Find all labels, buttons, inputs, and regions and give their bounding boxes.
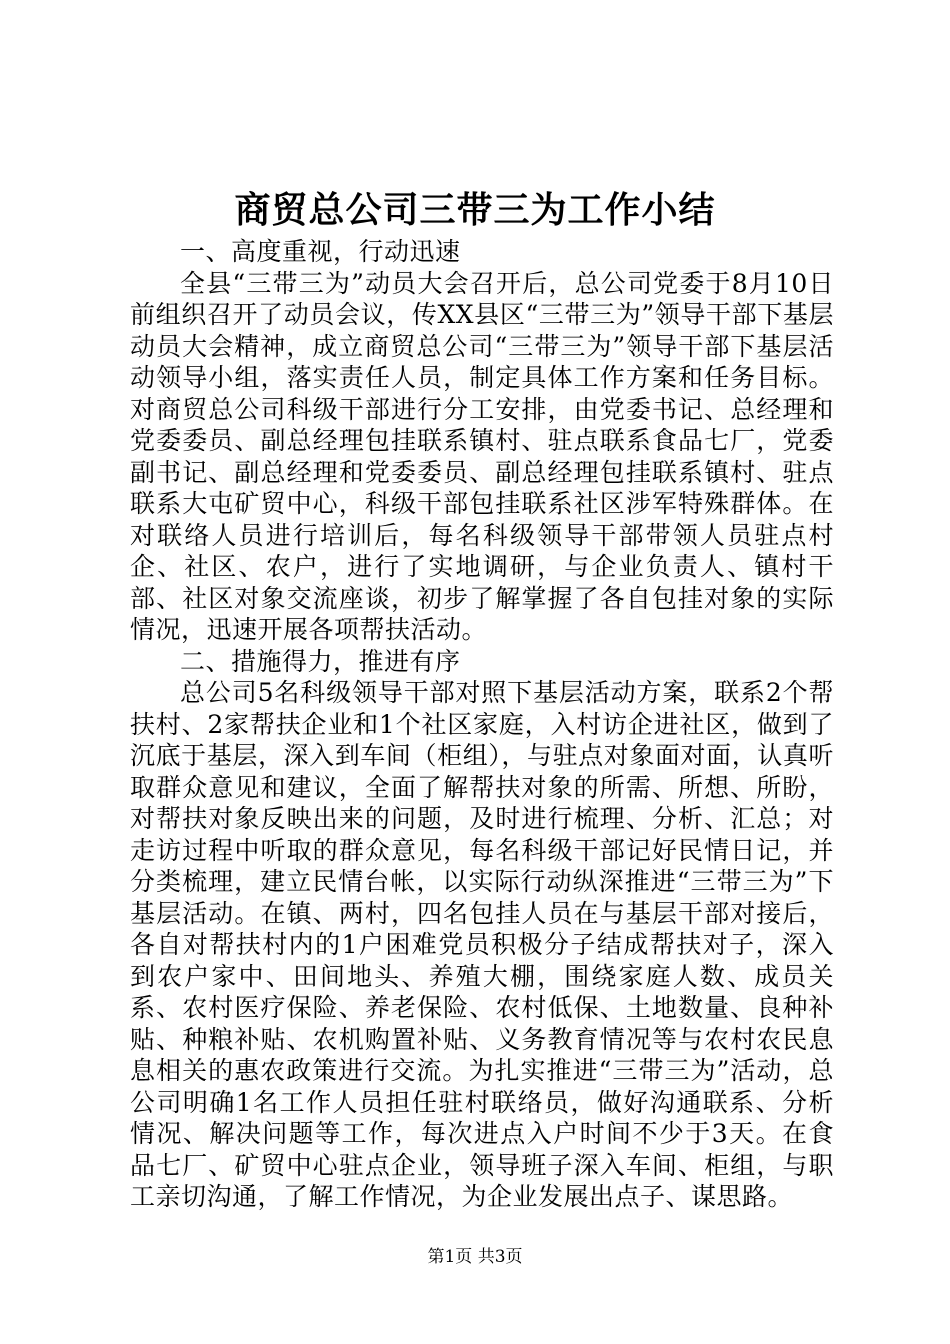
page-number-footer: 第1页 共3页: [427, 1247, 523, 1267]
document-title: 商贸总公司三带三为工作小结: [234, 189, 716, 231]
section-heading-2: 二、措施得力，推进有序: [180, 646, 461, 676]
document-body: [130, 236, 834, 1213]
section-paragraph-1: 全县“三带三为”动员大会召开后，总公司党委于8月10日前组织召开了动员会议，传XX县区“三带三为”领导干部下基层动员大会精神，成立商贸总公司“三带三为”领导干部下基层活动领导小组，落实责任人员，制定具体工作方案和任务目标。对商贸总公司科级干部进行分工安排，由党委书记、总经理和党委委员、副总经理包挂联系镇村、驻点联系食品七厂，党委副书记、副总经理和党委委员、副总经理包挂联系镇村、驻点联系大屯矿贸中心，科级干部包挂联系社区涉军特殊群体。在对联络人员进行培训后，每名科级领导干部带领人员驻点村企、社区、农户，进行了实地调研，与企业负责人、镇村干部、社区对象交流座谈，初步了解掌握了各自包挂对象的实际情况，迅速开展各项帮扶活动。: [130, 268, 834, 644]
section-heading-1: 一、高度重视，行动迅速: [180, 237, 461, 266]
section-paragraph-2: 总公司5名科级领导干部对照下基层活动方案，联系2个帮扶村、2家帮扶企业和1个社区家庭，入村访企进社区，做到了沉底于基层，深入到车间（柜组），与驻点对象面对面，认真听取群众意见和建议，全面了解帮扶对象的所需、所想、所盼，对帮扶对象反映出来的问题，及时进行梳理、分析、汇总；对走访过程中听取的群众意见，每名科级干部记好民情日记，并分类梳理，建立民情台帐，以实际行动纵深推进“三带三为”下基层活动。在镇、两村，四名包挂人员在与基层干部对接后，各自对帮扶村内的1户困难党员积极分子结成帮扶对子，深入到农户家中、田间地头、养殖大棚，围绕家庭人数、成员关系、农村医疗保险、养老保险、农村低保、土地数量、良种补贴、种粮补贴、农机购置补贴、义务教育情况等与农村农民息息相关的惠农政策进行交流。为扎实推进“三带三为”活动，总公司明确1名工作人员担任驻村联络员，做好沟通联系、分析情况、解决问题等工作，每次进点入户时间不少于3天。在食品七厂、矿贸中心驻点企业，领导班子深入车间、柜组，与职工亲切沟通，了解工作情况，为企业发展出点子、谋思路。: [130, 678, 834, 1211]
